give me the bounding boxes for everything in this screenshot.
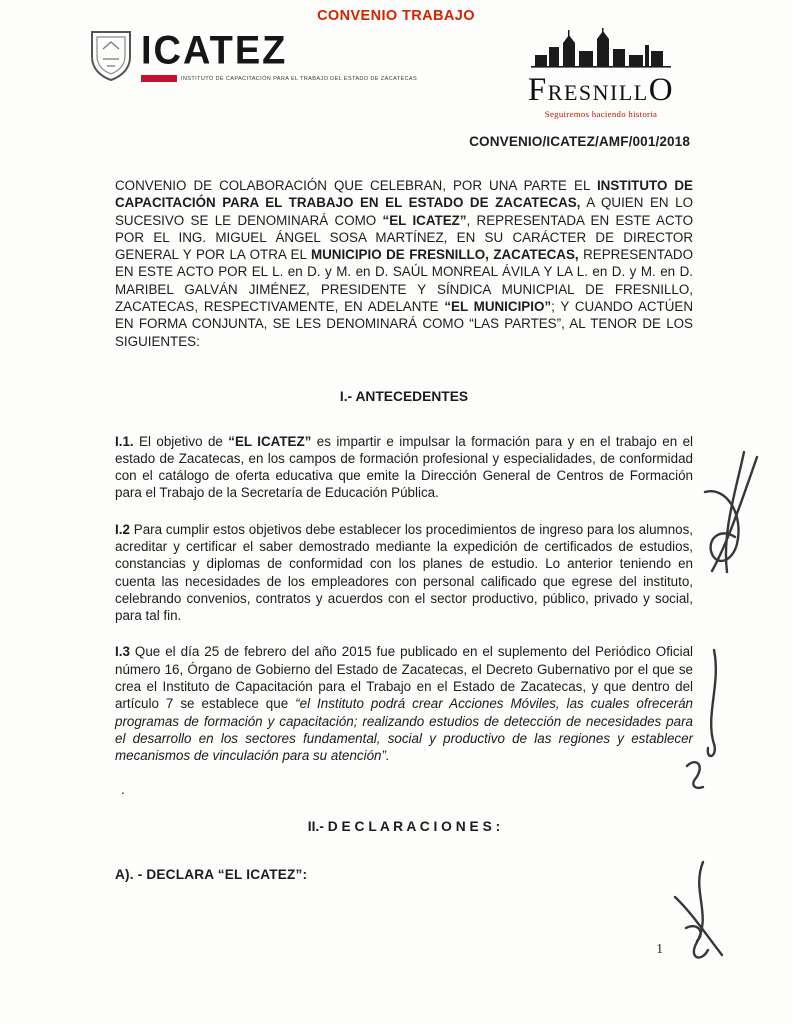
signature-scribble: [705, 491, 739, 561]
text-run: INSTITUTO DE CAPACITACIÓN PARA EL TRABAJO EN EL ESTADO DE ZACATECAS,: [115, 178, 693, 211]
text-run: A QUIEN EN LO SUCESIVO SE LE DENOMINARÁ COMO: [115, 195, 693, 228]
text-run: El objetivo de: [133, 433, 229, 449]
fresnillo-wordmark: [508, 74, 694, 107]
section-heading-declaraciones: II.- D E C L A R A C I O N E S :: [307, 819, 501, 835]
icatez-logo: [88, 28, 417, 87]
icatez-red-bar: [141, 75, 177, 82]
stray-period: .: [121, 782, 125, 798]
document-body: [115, 177, 693, 883]
text-run: I.3: [115, 644, 130, 660]
text-run: “EL MUNICIPIO”: [444, 298, 552, 314]
signature-scribble: [675, 897, 722, 955]
text-run: es impartir e impulsar la formación para y en el trabajo en el estado de Zacatecas, en los campos de formación profesional y especialidades, de conformidad con el catálogo de oferta educativa que emite la Dirección General de Centros de Formación para el Trabajo de la Secretaría de Educación Pública.: [115, 433, 693, 501]
text-run: “EL ICATEZ”: [382, 212, 467, 228]
text-run: RESNILL: [547, 80, 649, 105]
text-run: REPRESENTADO EN ESTE ACTO POR EL L. en D. y M. en D. SAÚL MONREAL ÁVILA Y LA L. en D. y M. en D. MARIBEL GALVÁN JIMÉNEZ, PRESIDENTE Y SÍNDICA MUNICPIAL DE FRESNILLO, ZACATECAS, RESPECTIVAMENTE, EN ADELANTE: [115, 247, 694, 314]
text-run: Para cumplir estos objetivos debe establecer los procedimientos de ingreso para los alumnos, acreditar y certificar el saber demostrado mediante la expedición de certificados de estudios, constancias y diplomas de conformidad con los planes de estudio. Lo anterior teniendo en cuenta las necesidades de los empleadores con personal calificado que egrese del instituto, celebrando convenios, contratos y acuerdos con el sector productivo, público, privado y social, para tal fin.: [115, 521, 693, 624]
text-run: , REPRESENTADA EN ESTE ACTO POR EL ING. MIGUEL ÁNGEL SOSA MARTÍNEZ, EN SU CARÁCTER DE DIRECTOR GENERAL Y POR LA OTRA EL: [115, 212, 693, 263]
subsection-heading-declara-icatez: A). - DECLARA “EL ICATEZ”:: [115, 866, 308, 882]
page-number: 1: [656, 941, 663, 956]
text-run: ; Y CUANDO ACTÚEN EN FORMA CONJUNTA, SE LES DENOMINARÁ COMO “LAS PARTES”, AL TENOR DE LOS SIGUIENTES:: [115, 298, 694, 349]
text-run: I.1.: [115, 433, 134, 449]
section-heading-antecedentes: I.- ANTECEDENTES: [339, 388, 469, 404]
signature-scribble: [708, 650, 716, 756]
text-run: “EL ICATEZ”: [228, 433, 312, 449]
text-run: O: [648, 72, 675, 108]
icatez-subtitle-row: [141, 75, 417, 82]
signature-scribble: [694, 862, 708, 958]
paragraph-i2: [115, 521, 693, 625]
text-run: CONVENIO DE COLABORACIÓN QUE CELEBRAN, POR UNA PARTE EL: [115, 178, 597, 193]
paragraph-i3: [115, 643, 693, 764]
signature-scribble: [686, 926, 701, 941]
fresnillo-tagline: Seguiremos haciendo historia: [544, 109, 658, 119]
paragraph-i1: [115, 433, 693, 502]
text-run: MUNICIPIO DE FRESNILLO, ZACATECAS,: [310, 247, 579, 263]
icatez-shield-icon: [88, 28, 134, 87]
text-run: F: [527, 72, 548, 108]
text-run: I.2: [115, 521, 130, 537]
document-type-label: CONVENIO TRABAJO: [317, 8, 475, 24]
text-run: Que el día 25 de febrero del año 2015 fue publicado en el suplemento del Periódico Oficial número 16, Órgano de Gobierno del Estado de Zacatecas, el Decreto Gubernativo por el que se crea el Instituto de Capacitación para el Trabajo en el Estado de Zacatecas, y que dentro del artículo 7 se establece que: [115, 644, 693, 712]
fresnillo-skyline-icon: [531, 55, 671, 72]
icatez-subtitle: INSTITUTO DE CAPACITACIÓN PARA EL TRABAJO DEL ESTADO DE ZACATECAS: [181, 75, 418, 82]
reference-number: CONVENIO/ICATEZ/AMF/001/2018: [469, 134, 690, 149]
icatez-wordmark: ICATEZ: [141, 28, 288, 74]
signature-scribble: [726, 452, 744, 572]
intro-paragraph: [115, 177, 693, 350]
signature-scribble: [712, 457, 757, 571]
text-run: “el Instituto podrá crear Acciones Móviles, las cuales ofrecerán programas de formación y capacitación; realizando estudios de detección de necesidades para el desarrollo en los sectores fundamental, social y productivo de las regiones y establecer mecanismos de vinculación para su atención”.: [115, 696, 693, 764]
fresnillo-logo: [508, 28, 694, 119]
